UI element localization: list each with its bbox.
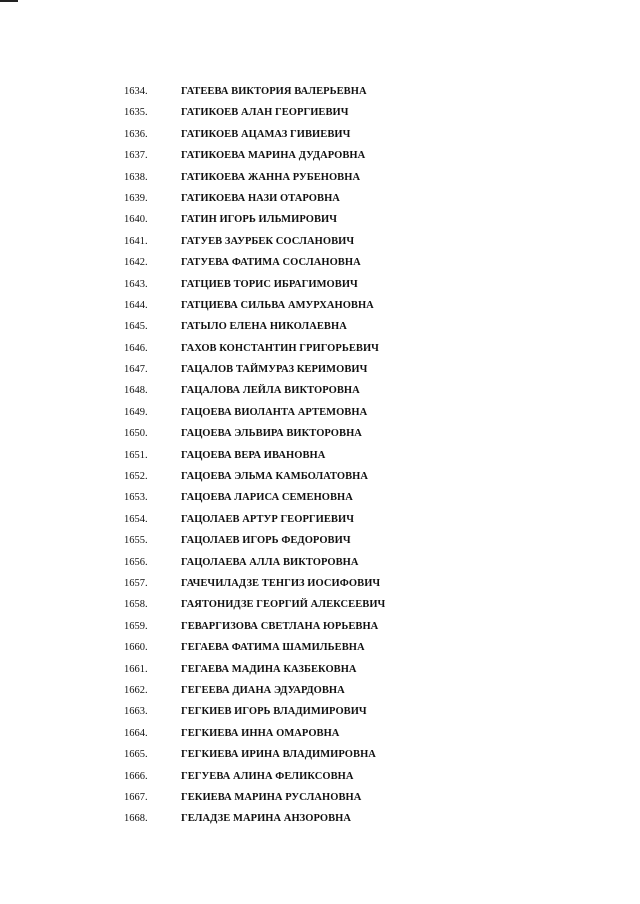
- entry-name: ГАЦОЕВА ВЕРА ИВАНОВНА: [181, 449, 326, 461]
- list-item: [0, 744, 640, 765]
- list-item: [0, 573, 640, 594]
- entry-name: ГАТУЕВ ЗАУРБЕК СОСЛАНОВИЧ: [181, 235, 355, 247]
- entry-name: ГАТИН ИГОРЬ ИЛЬМИРОВИЧ: [181, 214, 337, 226]
- list-item: [0, 637, 640, 658]
- entry-name: ГАЦОЛАЕВ ИГОРЬ ФЕДОРОВИЧ: [181, 535, 351, 547]
- entry-number: 1659.: [124, 620, 148, 632]
- entry-name: ГАЦОЕВА ЭЛЬВИРА ВИКТОРОВНА: [181, 428, 362, 440]
- entry-number: 1643.: [124, 278, 148, 290]
- entry-name: ГАТИКОЕВА НАЗИ ОТАРОВНА: [181, 192, 340, 204]
- entry-number: 1656.: [124, 556, 148, 568]
- scan-corner-mark: [0, 0, 18, 2]
- entry-name: ГАТУЕВА ФАТИМА СОСЛАНОВНА: [181, 257, 361, 269]
- list-item: [0, 124, 640, 145]
- entry-number: 1645.: [124, 321, 148, 333]
- entry-number: 1654.: [124, 513, 148, 525]
- entry-name: ГАЦОЕВА ВИОЛАНТА АРТЕМОВНА: [181, 406, 368, 418]
- entry-number: 1653.: [124, 492, 148, 504]
- list-item: [0, 423, 640, 444]
- list-item: [0, 552, 640, 573]
- entry-number: 1668.: [124, 813, 148, 825]
- entry-name: ГАТИКОЕВ АЦАМАЗ ГИВИЕВИЧ: [181, 128, 351, 140]
- entry-number: 1638.: [124, 171, 148, 183]
- list-item: [0, 787, 640, 808]
- entry-number: 1640.: [124, 214, 148, 226]
- list-item: [0, 616, 640, 637]
- entry-name: ГАЦОЛАЕВА АЛЛА ВИКТОРОВНА: [181, 556, 359, 568]
- entry-name: ГЕЛАДЗЕ МАРИНА АНЗОРОВНА: [181, 813, 351, 825]
- entry-name: ГАТЦИЕВ ТОРИС ИБРАГИМОВИЧ: [181, 278, 358, 290]
- list-item: [0, 445, 640, 466]
- entry-name: ГЕГУЕВА АЛИНА ФЕЛИКСОВНА: [181, 770, 354, 782]
- list-item: [0, 594, 640, 615]
- entry-name: ГАЦАЛОВА ЛЕЙЛА ВИКТОРОВНА: [181, 385, 360, 397]
- entry-number: 1637.: [124, 150, 148, 162]
- entry-name: ГАТИКОЕВА ЖАННА РУБЕНОВНА: [181, 171, 361, 183]
- entry-name: ГАТЫЛО ЕЛЕНА НИКОЛАЕВНА: [181, 321, 347, 333]
- list-item: [0, 466, 640, 487]
- list-item: [0, 274, 640, 295]
- list-item: [0, 402, 640, 423]
- entry-name: ГАЦОЛАЕВ АРТУР ГЕОРГИЕВИЧ: [181, 513, 354, 525]
- entry-number: 1651.: [124, 449, 148, 461]
- entry-name: ГАЦОЕВА ЛАРИСА СЕМЕНОВНА: [181, 492, 353, 504]
- entry-number: 1648.: [124, 385, 148, 397]
- list-item: [0, 295, 640, 316]
- list-item: [0, 338, 640, 359]
- list-item: [0, 359, 640, 380]
- entry-number: 1647.: [124, 364, 148, 376]
- list-item: [0, 209, 640, 230]
- entry-number: 1652.: [124, 471, 148, 483]
- entry-number: 1667.: [124, 791, 148, 803]
- entry-name: ГЕГКИЕВА ИРИНА ВЛАДИМИРОВНА: [181, 749, 376, 761]
- entry-name: ГАЦАЛОВ ТАЙМУРАЗ КЕРИМОВИЧ: [181, 364, 368, 376]
- entry-number: 1649.: [124, 406, 148, 418]
- entry-name: ГЕВАРГИЗОВА СВЕТЛАНА ЮРЬЕВНА: [181, 620, 379, 632]
- entry-name: ГАТИКОЕВА МАРИНА ДУДАРОВНА: [181, 150, 366, 162]
- entry-number: 1661.: [124, 663, 148, 675]
- entry-name: ГАЯТОНИДЗЕ ГЕОРГИЙ АЛЕКСЕЕВИЧ: [181, 599, 386, 611]
- list-item: [0, 380, 640, 401]
- entry-number: 1660.: [124, 642, 148, 654]
- entry-number: 1634.: [124, 86, 148, 97]
- list-item: [0, 701, 640, 722]
- list-item: [0, 316, 640, 337]
- entry-number: 1663.: [124, 706, 148, 718]
- list-item: [0, 808, 640, 829]
- list-item: [0, 231, 640, 252]
- list-item: [0, 167, 640, 188]
- entry-number: 1658.: [124, 599, 148, 611]
- list-item: [0, 487, 640, 508]
- entry-name: ГЕГКИЕВ ИГОРЬ ВЛАДИМИРОВИЧ: [181, 706, 367, 718]
- entry-name: ГАТЦИЕВА СИЛЬВА АМУРХАНОВНА: [181, 299, 374, 311]
- list-item: [0, 509, 640, 530]
- entry-name: ГЕГАЕВА МАДИНА КАЗБЕКОВНА: [181, 663, 357, 675]
- entry-number: 1639.: [124, 192, 148, 204]
- list-item: [0, 766, 640, 787]
- entry-number: 1646.: [124, 342, 148, 354]
- entry-number: 1665.: [124, 749, 148, 761]
- entry-name: ГАХОВ КОНСТАНТИН ГРИГОРЬЕВИЧ: [181, 342, 379, 354]
- entry-number: 1662.: [124, 684, 148, 696]
- entry-name: ГЕКИЕВА МАРИНА РУСЛАНОВНА: [181, 791, 362, 803]
- list-item: [0, 188, 640, 209]
- entry-name: ГЕГАЕВА ФАТИМА ШАМИЛЬЕВНА: [181, 642, 365, 654]
- list-item: [0, 659, 640, 680]
- entry-number: 1636.: [124, 128, 148, 140]
- entry-number: 1657.: [124, 577, 148, 589]
- entry-name: ГАТЕЕВА ВИКТОРИЯ ВАЛЕРЬЕВНА: [181, 86, 367, 97]
- entry-name: ГЕГКИЕВА ИННА ОМАРОВНА: [181, 727, 340, 739]
- entry-name: ГАЦОЕВА ЭЛЬМА КАМБОЛАТОВНА: [181, 471, 368, 483]
- entry-number: 1655.: [124, 535, 148, 547]
- list-item: [0, 102, 640, 123]
- entry-name: ГАТИКОЕВ АЛАН ГЕОРГИЕВИЧ: [181, 107, 349, 119]
- entry-name: ГАЧЕЧИЛАДЗЕ ТЕНГИЗ ИОСИФОВИЧ: [181, 577, 381, 589]
- list-item: [0, 252, 640, 273]
- list-item: [0, 145, 640, 166]
- entry-number: 1666.: [124, 770, 148, 782]
- list-item: [0, 530, 640, 551]
- list-item: [0, 81, 640, 102]
- list-item: [0, 723, 640, 744]
- entry-number: 1641.: [124, 235, 148, 247]
- entry-number: 1664.: [124, 727, 148, 739]
- entry-number: 1650.: [124, 428, 148, 440]
- entry-number: 1642.: [124, 257, 148, 269]
- list-item: [0, 680, 640, 701]
- name-list: [0, 81, 640, 830]
- entry-number: 1644.: [124, 299, 148, 311]
- entry-number: 1635.: [124, 107, 148, 119]
- entry-name: ГЕГЕЕВА ДИАНА ЭДУАРДОВНА: [181, 684, 345, 696]
